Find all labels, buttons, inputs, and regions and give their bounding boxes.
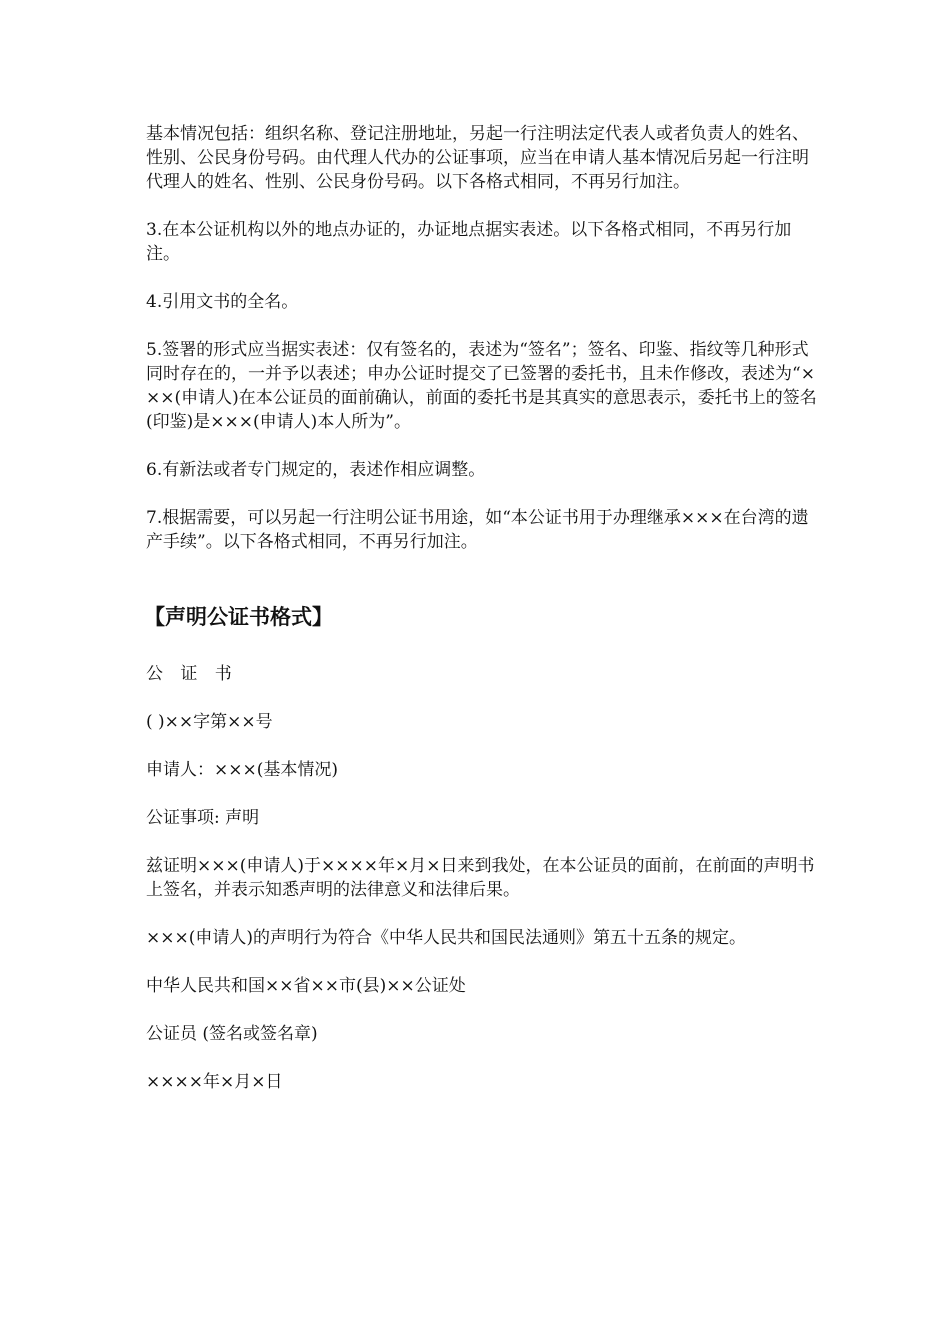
- certificate-template: [146, 662, 822, 1094]
- certificate-office: 中华人民共和国××省××市(县)××公证处: [146, 976, 466, 996]
- certificate-matter: 公证事项: 声明: [146, 808, 260, 828]
- note-basic-info: 基本情况包括：组织名称、登记注册地址，另起一行注明法定代表人或者负责人的姓名、性别、公民身份号码。由代理人代办的公证事项，应当在申请人基本情况后另起一行注明代理人的姓名、性别、公民身份号码。以下各格式相同，不再另行加注。: [146, 124, 809, 192]
- note-6: 6.有新法或者专门规定的，表述作相应调整。: [146, 460, 486, 480]
- note-4: 4.引用文书的全名。: [146, 292, 299, 312]
- note-3: 3.在本公证机构以外的地点办证的，办证地点据实表述。以下各格式相同，不再另行加注。: [146, 220, 792, 264]
- certificate-applicant: 申请人：×××(基本情况): [146, 760, 338, 780]
- note-5: 5.签署的形式应当据实表述：仅有签名的，表述为“签名”；签名、印鉴、指纹等几种形式同时存在的，一并予以表述；申办公证时提交了已签署的委托书，且未作修改，表述为“×××(申请人)在本公证员的面前确认，前面的委托书是其真实的意思表示，委托书上的签名(印鉴)是×××(申请人)本人所为”。: [146, 340, 817, 432]
- certificate-number: ( )××字第××号: [146, 712, 273, 732]
- document-page: [146, 122, 822, 1118]
- section-title: 【声明公证书格式】: [144, 605, 333, 629]
- note-7: 7.根据需要，可以另起一行注明公证书用途，如“本公证书用于办理继承×××在台湾的遗产手续”。以下各格式相同，不再另行加注。: [146, 508, 809, 552]
- certificate-notary: 公证员 (签名或签名章): [146, 1024, 318, 1044]
- certificate-body-2: ×××(申请人)的声明行为符合《中华人民共和国民法通则》第五十五条的规定。: [146, 928, 746, 948]
- certificate-heading: 公 证 书: [146, 664, 238, 684]
- certificate-body-1: 兹证明×××(申请人)于××××年×月×日来到我处，在本公证员的面前，在前面的声明书上签名，并表示知悉声明的法律意义和法律后果。: [146, 856, 815, 900]
- certificate-date: ××××年×月×日: [146, 1072, 283, 1092]
